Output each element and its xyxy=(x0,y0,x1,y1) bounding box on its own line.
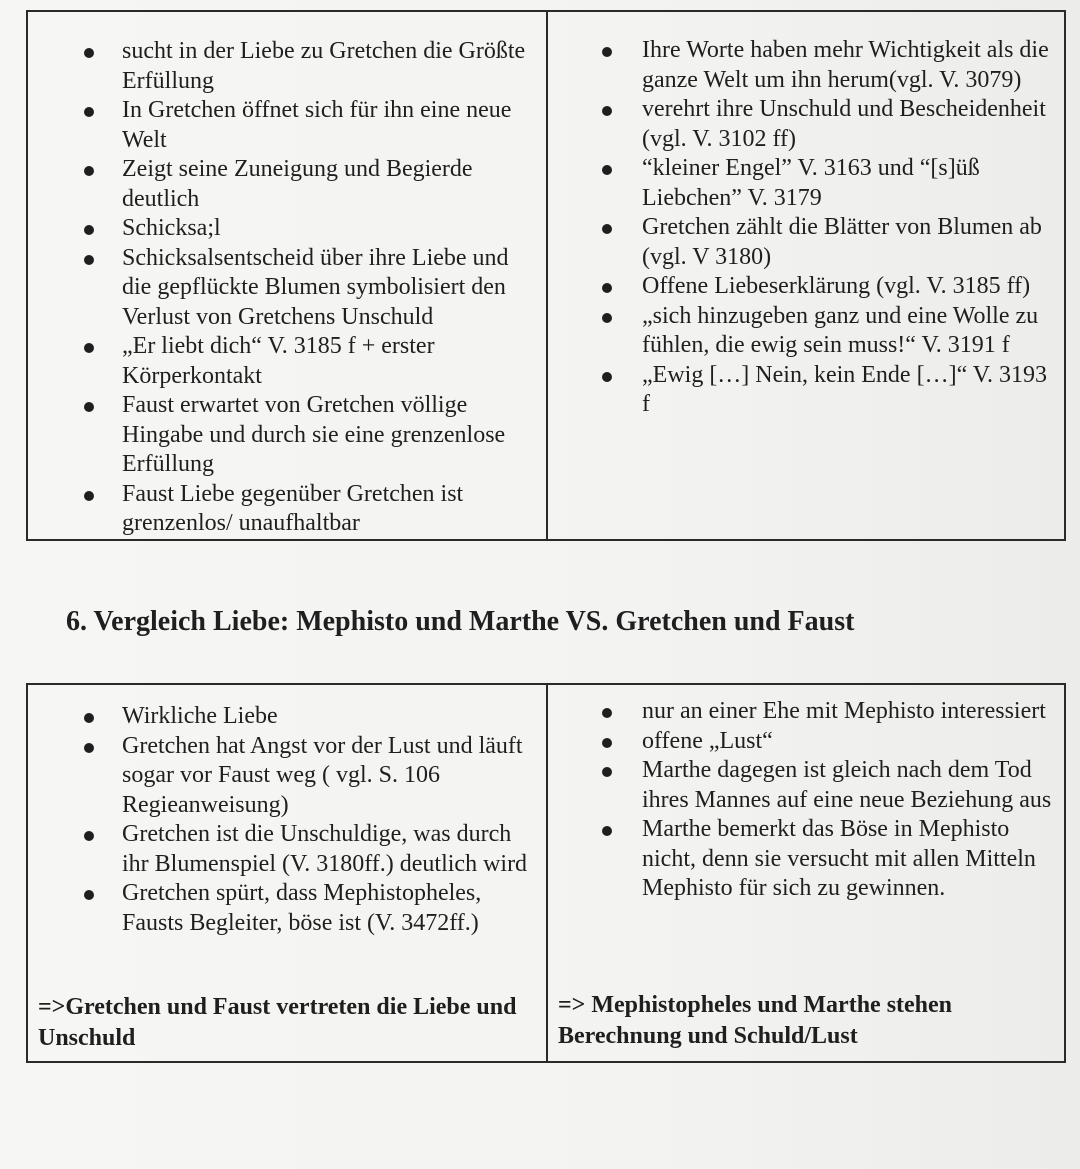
bullet-icon xyxy=(84,48,94,58)
bullet-icon xyxy=(602,106,612,116)
list-item: Marthe dagegen ist gleich nach dem Tod ihres Mannes auf eine neue Beziehung aus xyxy=(548,756,1064,815)
list-item: Wirkliche Liebe xyxy=(28,702,546,732)
bullet-icon xyxy=(84,225,94,235)
list-item: Schicksa;l xyxy=(28,214,546,244)
left-conclusion: =>Gretchen und Faust vertreten die Liebe und Unschuld xyxy=(38,994,517,1051)
table2-right-content xyxy=(548,685,1064,1061)
table2-left-content xyxy=(28,685,546,1061)
bullet-icon xyxy=(602,767,612,777)
bullet-icon xyxy=(602,826,612,836)
right-conclusion: => Mephistopheles und Marthe stehen Berechnung und Schuld/Lust xyxy=(558,992,953,1049)
list-item: nur an einer Ehe mit Mephisto interessiert xyxy=(548,697,1064,727)
list-item: Schicksalsentscheid über ihre Liebe und die gepflückte Blumen symbolisiert den Verlust von Gretchens Unschuld xyxy=(28,244,546,333)
table1-right-cell xyxy=(547,11,1065,540)
list-item: „Ewig […] Nein, kein Ende […]“ V. 3193 f xyxy=(548,361,1064,420)
bullet-icon xyxy=(602,165,612,175)
bullet-icon xyxy=(84,491,94,501)
comparison-table-love xyxy=(26,683,1066,1063)
table2-right-list xyxy=(548,685,1064,904)
bullet-icon xyxy=(84,343,94,353)
table1-right-list xyxy=(548,12,1064,420)
bullet-icon xyxy=(602,283,612,293)
bullet-icon xyxy=(602,47,612,57)
bullet-icon xyxy=(602,708,612,718)
list-item: Faust erwartet von Gretchen völlige Hingabe und durch sie eine grenzenlose Erfüllung xyxy=(28,391,546,480)
bullet-icon xyxy=(602,372,612,382)
bullet-icon xyxy=(602,738,612,748)
bullet-icon xyxy=(84,713,94,723)
comparison-table-faust xyxy=(26,10,1066,541)
list-item: Offene Liebeserklärung (vgl. V. 3185 ff) xyxy=(548,272,1064,302)
list-item: Zeigt seine Zuneigung und Begierde deutlich xyxy=(28,155,546,214)
bullet-icon xyxy=(84,831,94,841)
bullet-icon xyxy=(602,313,612,323)
table2-right-cell xyxy=(547,684,1065,1062)
bullet-icon xyxy=(84,166,94,176)
list-item: Faust Liebe gegenüber Gretchen ist grenzenlos/ unaufhaltbar xyxy=(28,480,546,539)
table2-left-list xyxy=(28,685,546,938)
list-item: Marthe bemerkt das Böse in Mephisto nicht, denn sie versucht mit allen Mitteln Mephisto für sich zu gewinnen. xyxy=(548,815,1064,904)
list-item: „Er liebt dich“ V. 3185 f + erster Körperkontakt xyxy=(28,332,546,391)
list-item: In Gretchen öffnet sich für ihn eine neue Welt xyxy=(28,96,546,155)
list-item: Gretchen spürt, dass Mephistopheles, Fausts Begleiter, böse ist (V. 3472ff.) xyxy=(28,879,546,938)
list-item: verehrt ihre Unschuld und Bescheidenheit (vgl. V. 3102 ff) xyxy=(548,95,1064,154)
bullet-icon xyxy=(84,743,94,753)
list-item: Gretchen zählt die Blätter von Blumen ab (vgl. V 3180) xyxy=(548,213,1064,272)
table1-left-list xyxy=(28,12,546,539)
list-item: Gretchen ist die Unschuldige, was durch ihr Blumenspiel (V. 3180ff.) deutlich wird xyxy=(28,820,546,879)
bullet-icon xyxy=(84,890,94,900)
bullet-icon xyxy=(84,107,94,117)
list-item: Gretchen hat Angst vor der Lust und läuft sogar vor Faust weg ( vgl. S. 106 Regieanweisung) xyxy=(28,732,546,821)
list-item: sucht in der Liebe zu Gretchen die Größte Erfüllung xyxy=(28,37,546,96)
list-item: offene „Lust“ xyxy=(548,727,1064,757)
list-item: Ihre Worte haben mehr Wichtigkeit als die ganze Welt um ihn herum(vgl. V. 3079) xyxy=(548,36,1064,95)
bullet-icon xyxy=(602,224,612,234)
table2-left-cell xyxy=(27,684,547,1062)
list-item: “kleiner Engel” V. 3163 und “[s]üß Liebchen” V. 3179 xyxy=(548,154,1064,213)
section-heading: 6. Vergleich Liebe: Mephisto und Marthe VS. Gretchen und Faust xyxy=(66,606,855,637)
list-item: „sich hinzugeben ganz und eine Wolle zu fühlen, die ewig sein muss!“ V. 3191 f xyxy=(548,302,1064,361)
bullet-icon xyxy=(84,402,94,412)
bullet-icon xyxy=(84,255,94,265)
table1-left-cell xyxy=(27,11,547,540)
